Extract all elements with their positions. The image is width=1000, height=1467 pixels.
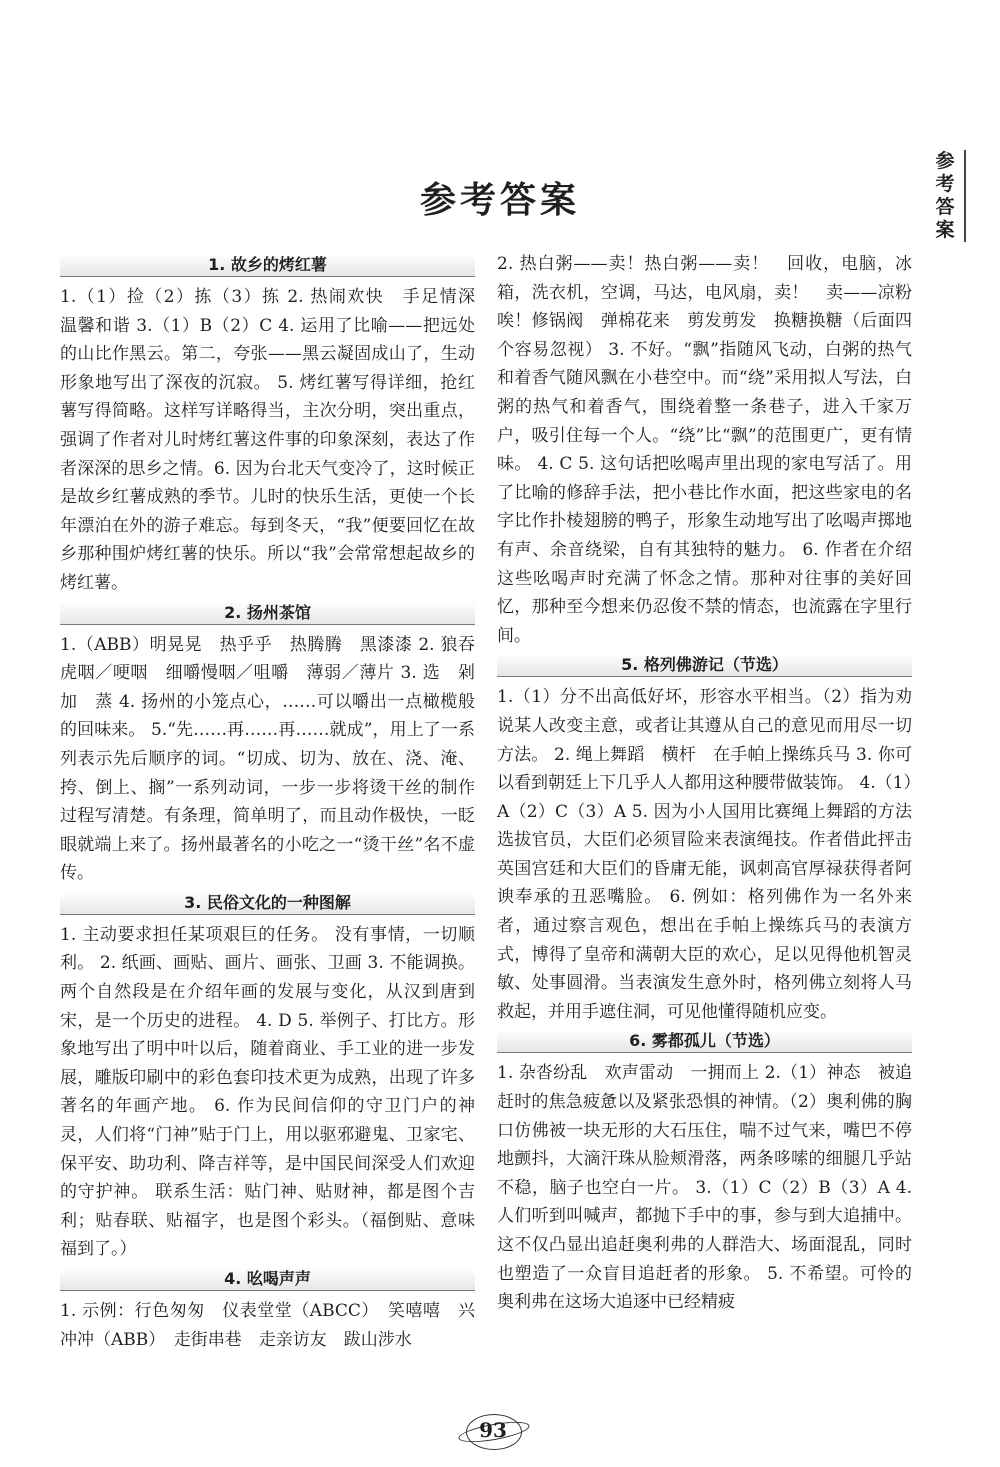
section-body: 1.（1）捡（2）拣（3）拣 2. 热闹欢快 手足情深 温馨和谐 3.（1）B（2）C 4. 运用了比喻——把远处的山比作黑云。第二，夸张——黑云凝固成山了，生动形象地写出了深夜的沉寂。 5. 烤红薯写得详细，抢红薯写得简略。这样写详略得当，主次分明，突出重点，强调了作者对儿时烤红薯这件事的印象深刻，表达了作者深深的思乡之情。6. 因为台北天气变冷了，这时候正是故乡红薯成熟的季节。儿时的快乐生活，更使一个长年漂泊在外的游子难忘。每到冬天，“我”便要回忆在故乡那种围炉烤红薯的快乐。所以“我”会常常想起故乡的烤红薯。 [60, 287, 492, 593]
section-body: 1. 杂沓纷乱 欢声雷动 一拥而上 2.（1）神态 被追赶时的焦急疲惫以及紧张恐惧的神情。（2）奥利佛的胸口仿佛被一块无形的大石压住，喘不过气来，嘴巴不停地颤抖，大滴汗珠从脸颊滑落，两条哆嗦的细腿几乎站不稳，脑子也空白一片。 3.（1）C（2）B（3）A 4. 人们听到叫喊声，都抛下手中的事，参与到大追捕中。这不仅凸显出追赶奥利弗的人群浩大、场面混乱，同时也塑造了一众盲目追赶者的形象。 5. 不希望。可怜的奥利弗在这场大追逐中已经精疲 [497, 1063, 912, 1313]
side-tab-char: 案 [935, 219, 955, 241]
section-body: 1. 主动要求担任某项艰巨的任务。 没有事情，一切顺利。 2. 纸画、画贴、画片、画张、卫画 3. 不能调换。两个自然段是在介绍年画的发展与变化，从汉到唐到宋，是一个历史的进程。 4. D 5. 举例子、打比方。形象地写出了明中叶以后，随着商业、手工业的进一步发展，雕版印刷中的彩色套印技术更为成熟，出现了许多著名的年画产地。 6. 作为民间信仰的守卫门户的神灵，人们将“门神”贴于门上，用以驱邪避鬼、卫家宅、保平安、助功利、降吉祥等，是中国民间深受人们欢迎的守护神。 联系生活：贴门神、贴财神，都是图个吉利；贴春联、贴福字，也是图个彩头。（福倒贴、意味福到了。） [60, 924, 475, 1260]
section-heading: 1. 故乡的烤红薯 [60, 254, 475, 277]
side-tab-char: 答 [935, 196, 955, 218]
side-tab [930, 150, 966, 242]
left-column [60, 250, 492, 1358]
side-tab-char: 参 [935, 150, 955, 172]
section-heading: 3. 民俗文化的一种图解 [60, 892, 475, 915]
page-number-text: 93 [479, 1418, 507, 1442]
section-body: 1.（1）分不出高低好坏，形容水平相当。（2）指为劝说某人改变主意，或者让其遵从自己的意见而用尽一切方法。 2. 绳上舞蹈 横杆 在手帕上操练兵马 3. 你可以看到朝廷上下几乎人人都用这种腰带做装饰。 4.（1）A（2）C（3）A 5. 因为小人国用比赛绳上舞蹈的方法选拔官员，大臣们必须冒险来表演绳技。作者借此抨击英国宫廷和大臣们的昏庸无能，讽刺高官厚禄获得者阿谀奉承的丑恶嘴脸。 6. 例如：格列佛作为一名外来者，通过察言观色，想出在手帕上操练兵马的表演方式，博得了皇帝和满朝大臣的欢心，足以见得他机智灵敏、处事圆滑。当表演发生意外时，格列佛立刻将人马救起，并用手遮住洞，可见他懂得随机应变。 [497, 687, 912, 1022]
section-body: 1. 示例：行色匆匆 仪表堂堂（ABCC） 笑嘻嘻 兴冲冲（ABB） 走街串巷 走亲访友 跋山涉水 [60, 1301, 475, 1350]
right-column [497, 250, 912, 1321]
section-heading: 4. 吆喝声声 [60, 1268, 475, 1291]
section-body: 2. 热白粥——卖！热白粥——卖！ 回收，电脑，冰箱，洗衣机，空调，马达，电风扇，卖！ 卖——凉粉唉！修锅阀 弹棉花来 剪发剪发 换糖换糖（后面四个容易忽视） 3. 不好。“飘”指随风飞动，白粥的热气和着香气随风飘在小巷空中。而“绕”采用拟人写法，白粥的热气和着香气，围绕着整一条巷子，进入千家万户，吸引住每一个人。“绕”比“飘”的范围更广，更有情味。 4. C 5. 这句话把吆喝声里出现的家电写活了。用了比喻的修辞手法，把小巷比作水面，把这些家电的名字比作扑棱翅膀的鸭子，形象生动地写出了吆喝声掷地有声、余音绕梁，自有其独特的魅力。 6. 作者在介绍这些吆喝声时充满了怀念之情。那种对往事的美好回忆，那种至今想来仍忍俊不禁的情态，也流露在字里行间。 [497, 254, 912, 646]
page-title: 参考答案 [419, 179, 580, 221]
section-body: 1.（ABB）明晃晃 热乎乎 热腾腾 黑漆漆 2. 狼吞虎咽／哽咽 细嚼慢咽／咀嚼 薄弱／薄片 3. 选 剁 加 蒸 4. 扬州的小笼点心，……可以嚼出一点橄榄般的回味来。 5.“先……再……再……就成”，用上了一系列表示先后顺序的词。“切成、切为、放在、浇、淹、挎、倒上、搁”一系列动词，一步一步将烫干丝的制作过程写清楚。有条理，简单明了，而且动作极快，一眨眼就端上来了。扬州最著名的小吃之一“烫干丝”名不虚传。 [60, 634, 492, 884]
page-number [458, 1412, 528, 1452]
section-heading: 2. 扬州茶馆 [60, 602, 475, 625]
section-heading: 6. 雾都孤儿（节选） [497, 1030, 912, 1053]
section-heading: 5. 格列佛游记（节选） [497, 654, 912, 677]
side-tab-char: 考 [935, 173, 955, 195]
